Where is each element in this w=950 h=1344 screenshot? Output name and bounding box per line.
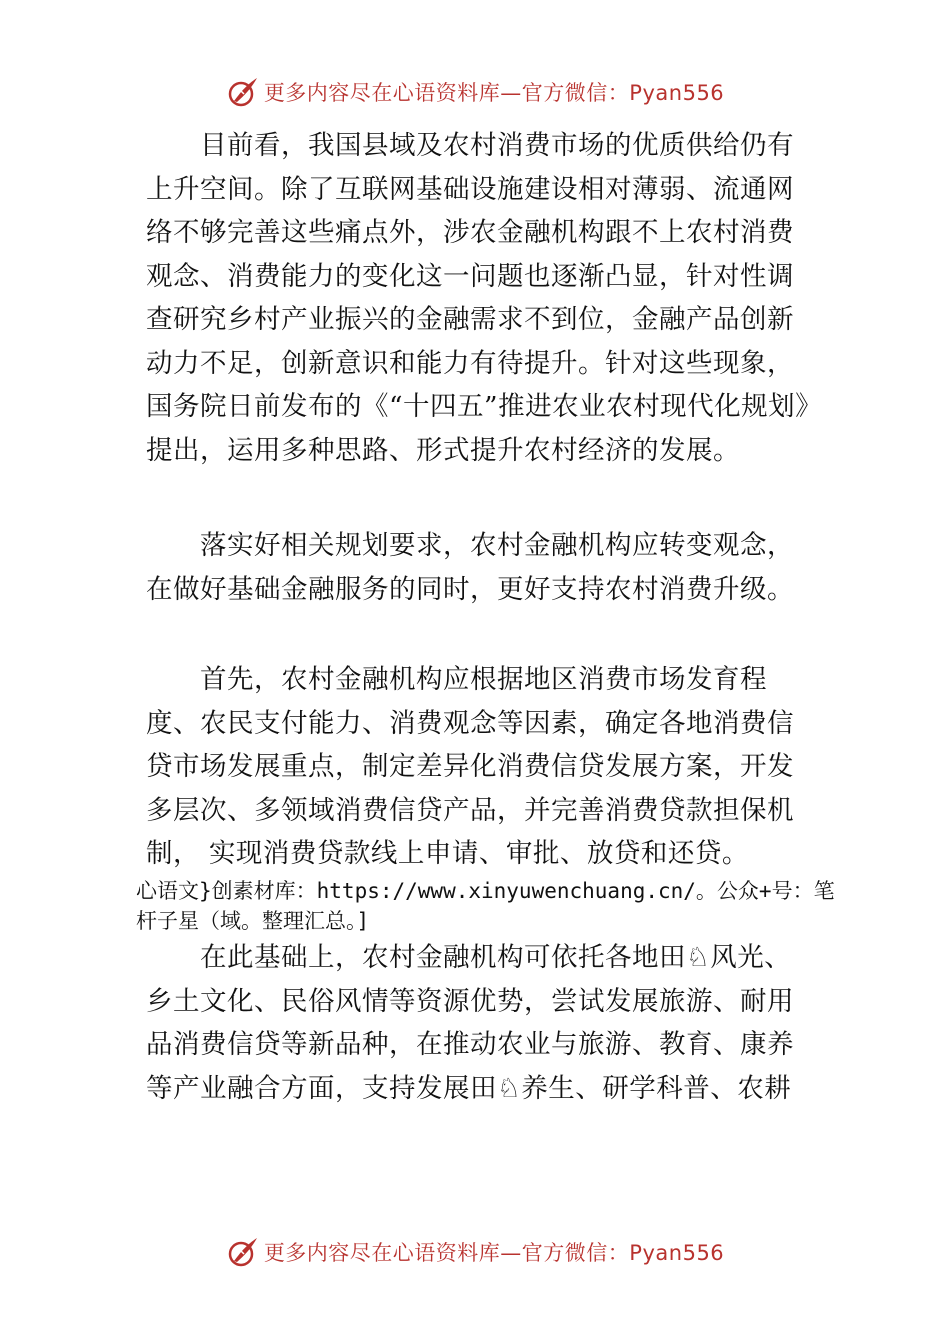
body-paragraph: 首先，农村金融机构应根据地区消费市场发育程度、农民支付能力、消费观念等因素，确定各地消费信贷市场发展重点，制定差异化消费信贷发展方案，开发多层次、多领域消费信贷产品，并完善消费贷款担保机制， 实现消费贷款线上申请、审批、放贷和还贷。 <box>146 664 794 869</box>
inserted-source-note: 心语文}创素材库：https://www.xinyuwenchuang.cn/。公众+号：笔杆子星（域。整理汇总。] <box>136 879 835 933</box>
body-paragraph: 目前看，我国县域及农村消费市场的优质供给仍有上升空间。除了互联网基础设施建设相对薄弱、流通网络不够完善这些痛点外，涉农金融机构跟不上农村消费观念、消费能力的变化这一问题也逐渐凸显，针对性调查研究乡村产业振兴的金融需求不到位，金融产品创新动力不足，创新意识和能力有待提升。针对这些现象，国务院日前发布的《“十四五”推进农业农村现代化规划》提出，运用多种思路、形式提升农村经济的发展。 <box>146 130 809 466</box>
body-paragraph: 落实好相关规划要求，农村金融机构应转变观念，在做好基础金融服务的同时，更好支持农村消费升级。 <box>146 530 794 605</box>
quill-seal-logo-icon <box>226 75 260 109</box>
footer-banner-text: 更多内容尽在心语资料库—官方微信：Pyan556 <box>263 1241 725 1265</box>
header-banner-text: 更多内容尽在心语资料库—官方微信：Pyan556 <box>263 81 725 105</box>
footer-banner <box>0 1232 950 1272</box>
body-paragraph: 在此基础上，农村金融机构可依托各地田♘风光、乡土文化、民俗风情等资源优势，尝试发展旅游、耐用品消费信贷等新品种，在推动农业与旅游、教育、康养等产业融合方面，支持发展田♘养生、研学科普、农耕 <box>146 942 794 1104</box>
header-banner <box>0 72 950 112</box>
quill-seal-logo-icon <box>226 1235 260 1269</box>
